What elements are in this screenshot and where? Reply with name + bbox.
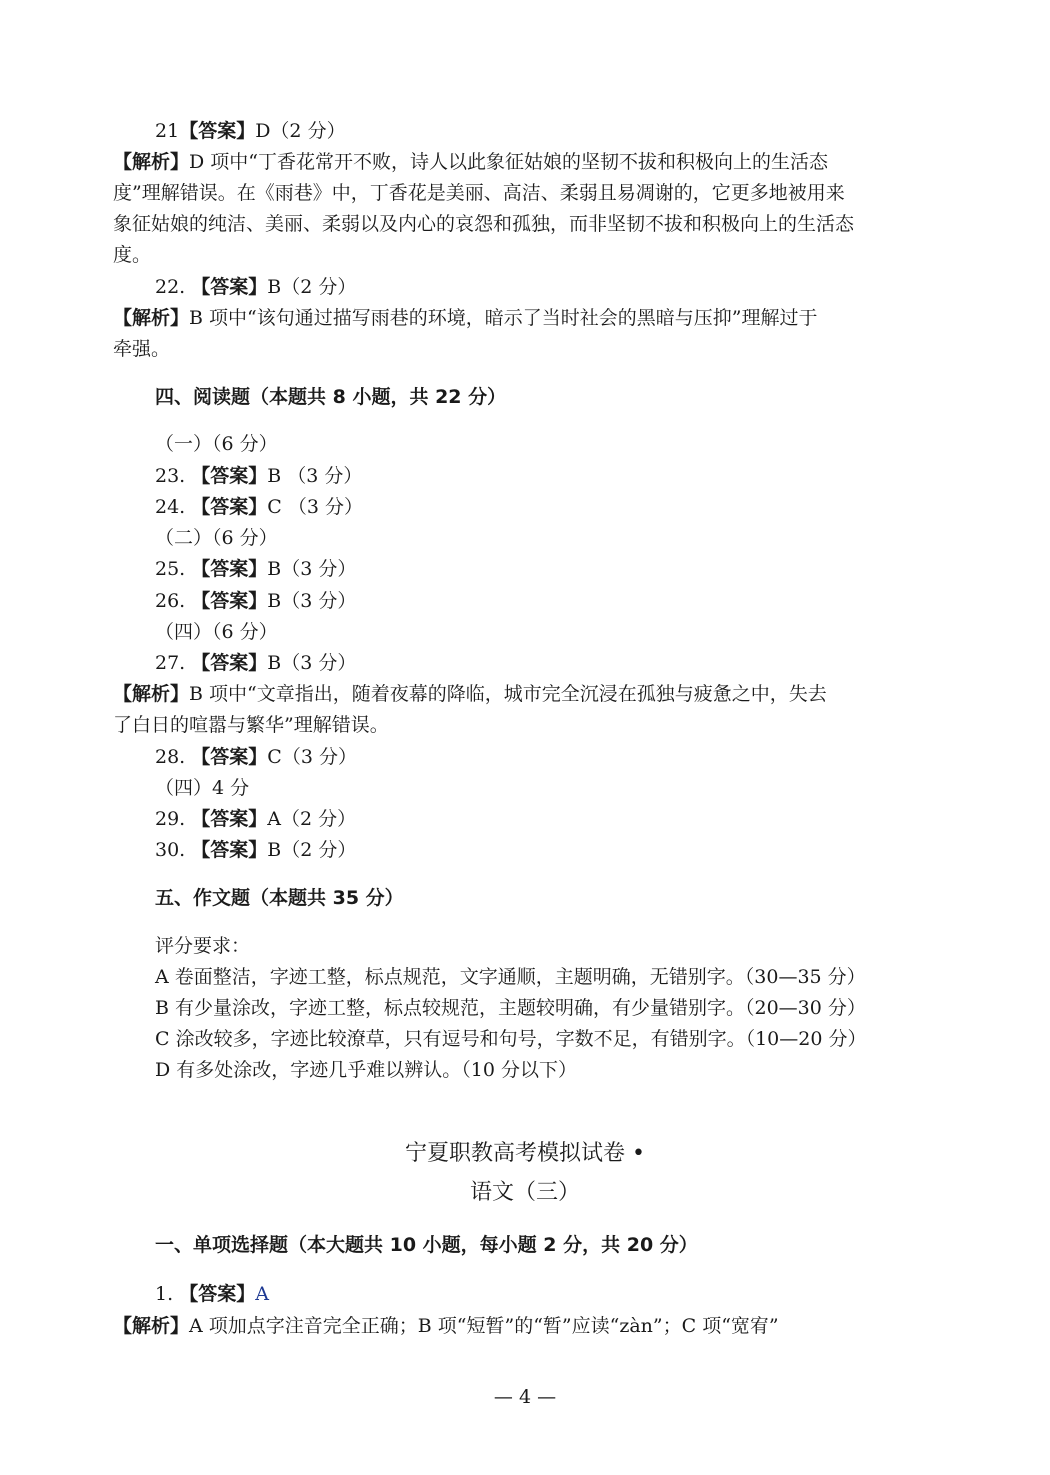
answer-21: 21【答案】D（2 分） xyxy=(155,120,346,142)
analysis-22-line2: 牵强。 xyxy=(113,338,171,360)
answer-29: 29. 【答案】A（2 分） xyxy=(155,808,357,830)
analysis-27: 【解析】B 项中“文章指出，随着夜幕的降临，城市完全沉浸在孤独与疲惫之中，失去 xyxy=(113,683,827,705)
analysis-21: 【解析】D 项中“丁香花常开不败，诗人以此象征姑娘的坚韧不拔和积极向上的生活态 xyxy=(113,151,829,173)
exam-title: 宁夏职教高考模拟试卷 • xyxy=(405,1141,645,1166)
scoring-grade-a: A 卷面整洁，字迹工整，标点规范，文字通顺，主题明确，无错别字。（30—35 分） xyxy=(155,966,866,988)
section-1-heading: 一、单项选择题（本大题共 10 小题，每小题 2 分，共 20 分） xyxy=(155,1234,698,1256)
answer-25: 25. 【答案】B（3 分） xyxy=(155,558,357,580)
answer-30: 30. 【答案】B（2 分） xyxy=(155,839,357,861)
analysis-22: 【解析】B 项中“该句通过描写雨巷的环境，暗示了当时社会的黑暗与压抑”理解过于 xyxy=(113,307,818,329)
scoring-grade-c: C 涂改较多，字迹比较潦草，只有逗号和句号，字数不足，有错别字。（10—20 分） xyxy=(155,1028,867,1050)
answer-27: 27. 【答案】B（3 分） xyxy=(155,652,357,674)
answer-24: 24. 【答案】C （3 分） xyxy=(155,496,363,518)
part-2-label: （二）（6 分） xyxy=(155,527,278,549)
analysis-21-line2: 度”理解错误。在《雨巷》中，丁香花是美丽、高洁、柔弱且易凋谢的，它更多地被用来 xyxy=(113,182,845,204)
answer-22: 22. 【答案】B（2 分） xyxy=(155,276,357,298)
answer-23: 23. 【答案】B （3 分） xyxy=(155,465,363,487)
analysis-21-line4: 度。 xyxy=(113,244,152,266)
scoring-grade-d: D 有多处涂改，字迹几乎难以辨认。（10 分以下） xyxy=(155,1059,577,1081)
answer-1: 1. 【答案】A xyxy=(155,1283,269,1305)
scoring-requirements-label: 评分要求： xyxy=(155,935,251,957)
part-1-label: （一）（6 分） xyxy=(155,433,278,455)
answer-26: 26. 【答案】B（3 分） xyxy=(155,590,357,612)
part-3-label: （四）（6 分） xyxy=(155,621,278,643)
exam-subtitle: 语文（三） xyxy=(469,1180,580,1205)
section-5-heading: 五、作文题（本题共 35 分） xyxy=(155,887,404,909)
analysis-27-line2: 了白日的喧嚣与繁华”理解错误。 xyxy=(113,714,389,736)
analysis-1: 【解析】A 项加点字注音完全正确；B 项“短暂”的“暂”应读“zàn”；C 项“宽宥” xyxy=(113,1315,779,1337)
answer-28: 28. 【答案】C（3 分） xyxy=(155,746,357,768)
part-4-label: （四）4 分 xyxy=(155,777,250,799)
page-number: — 4 — xyxy=(493,1386,557,1408)
scoring-grade-b: B 有少量涂改，字迹工整，标点较规范，主题较明确，有少量错别字。（20—30 分） xyxy=(155,997,866,1019)
section-4-heading: 四、阅读题（本题共 8 小题，共 22 分） xyxy=(155,386,507,408)
analysis-21-line3: 象征姑娘的纯洁、美丽、柔弱以及内心的哀怨和孤独，而非坚韧不拔和积极向上的生活态 xyxy=(113,213,855,235)
